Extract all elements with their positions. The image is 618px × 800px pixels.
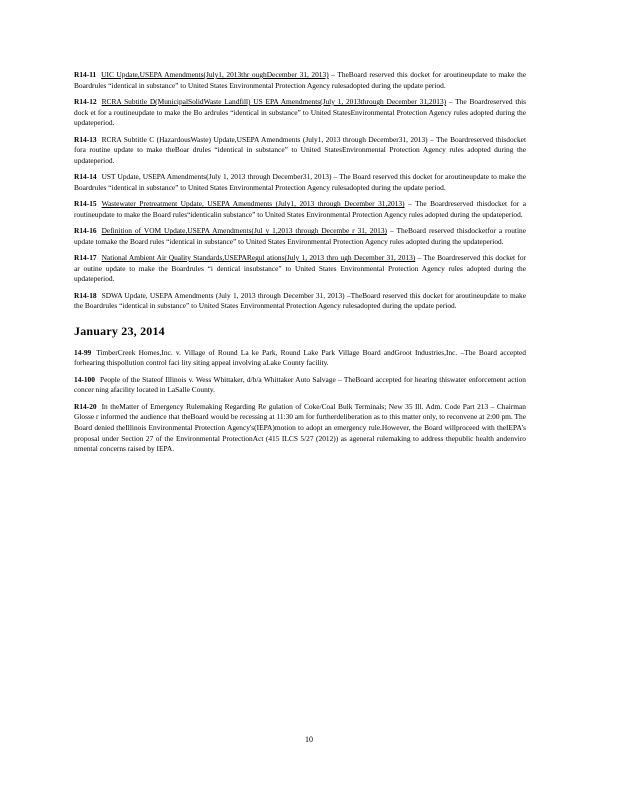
docket-entry	[74, 172, 526, 193]
docket-entry	[74, 97, 526, 129]
docket-text: RCRA Subtitle C (HazardousWaste) Update,USEPA Amendments (July1, 2013 through December31, 2013) – The Boardreserved thisdocket fora routine update to make theBoar drules “identical in substance” to United StatesEnvironmental Protection Agency rules adopted during the updateperiod.	[74, 134, 526, 165]
docket-entry	[74, 135, 526, 167]
docket-entry	[74, 348, 526, 369]
docket-text: UST Update, USEPA Amendments(July 1, 2013 through December31, 2013) – The Board reserved this docket for aroutineupdate to make the Boardrules “identical in substance” to United States Environmental Protection Agency rulesadopted during the update period.	[74, 172, 526, 192]
docket-number: R14-18	[74, 290, 97, 300]
docket-text: TimberCreek Homes,Inc. v. Village of Round La ke Park, Round Lake Park Village Board andGroot Industries,Inc. –The Board accepted forhearing thispollution control faci lity siting appeal involving aLake County facility.	[74, 347, 526, 368]
docket-number: 14-100	[74, 374, 95, 384]
docket-title: Wastewater Pretreatment Update, USEPA Amendments (July1, 2013 through December 31,2013)	[101, 199, 405, 209]
docket-entry	[74, 199, 526, 220]
docket-number: R14-17	[74, 253, 97, 263]
docket-text: – TheBoard reserved this docket for aroutineupdate to make the Boardrules “identical in substance” to United States Environmental Protection Agency rulesadopted during the update period.	[74, 70, 526, 90]
cases-section	[74, 348, 526, 455]
entries-container	[74, 70, 526, 461]
docket-title: Definition of VOM Update,USEPA Amendments(Jul y 1,2013 through Decembe r 31, 2013)	[101, 226, 388, 236]
docket-text: SDWA Update, USEPA Amendments (July 1, 2013 through December 31, 2013) –TheBoard reserved this docket for aroutineupdate to make the Boardrules “identical in substance” to United States Environmental Protection Agency rulesadopted during the update period.	[74, 290, 526, 311]
docket-text: – The Boardreserved thisdocket for a routineupdate to make the Board rules“identicalin substance” to United States Environmental Protection Agency rules adopted during the updateperiod.	[74, 199, 526, 219]
docket-number: R14-11	[74, 70, 97, 79]
docket-text: – TheBoard reserved thisdocketfor a routine update tomake the Board rules “identical in substance” to United States Environmental Protection Agency rules adopted during the updateperiod.	[74, 226, 526, 246]
docket-text: – The Boardreserved this docket for ar outine update to make the Boardrules “i dentical insubstance” to United States Environmental Protection Agency rules adopted during the updateperiod.	[74, 253, 526, 284]
docket-number: R14-12	[74, 96, 97, 106]
date-heading: January 23, 2014	[74, 323, 165, 338]
docket-title: UIC Update,USEPA Amendments(July1, 2013thr oughDecember 31, 2013)	[101, 70, 329, 79]
docket-entry	[74, 402, 526, 455]
docket-entry	[74, 375, 526, 396]
docket-number: R14-15	[74, 199, 97, 209]
docket-entry	[74, 253, 526, 285]
docket-number: R14-13	[74, 134, 97, 144]
rulemaking-section	[74, 70, 526, 312]
docket-entry	[74, 291, 526, 312]
docket-text: People of the Stateof Illinois v. Wess Whittaker, d/b/a Whittaker Auto Salvage – TheBoard accepted for hearing thiswater enforcement action concer ning afacility located in LaSalle County.	[74, 374, 526, 395]
docket-entry	[74, 70, 526, 91]
docket-number: R14-16	[74, 226, 97, 236]
docket-number: R14-14	[74, 172, 97, 182]
page-number: 10	[305, 735, 313, 744]
docket-entry	[74, 226, 526, 247]
docket-number: R14-20	[74, 401, 97, 411]
docket-title: RCRA Subtitle D(MunicipalSolidWaste Landfill) US EPA Amendments(July 1, 2013through December 31,2013)	[101, 96, 447, 106]
docket-title: National Ambient Air Quality Standards,USEPARegul ations(July 1, 2013 thro ugh December 31, 2013)	[101, 253, 416, 263]
docket-number: 14-99	[74, 347, 92, 357]
docket-text: In theMatter of Emergency Rulemaking Regarding Re gulation of Coke/Coal Bulk Terminals; New 35 Ill. Adm. Code Part 213 – Chairman Glosse r informed the audience that theBoard would be recessing at 11:30 am for furtherdeliberation as to this matter only, to reconvene at 2:00 pm. The Board denied theIllinois Environmental Protection Agency's(IEPA)motion to adopt an emergency rule.However, the Board willproceed with theIEPA's proposal under Section 27 of the Environmental ProtectionAct (415 ILCS 5/27 (2012)) as ageneral rulemaking to address thepublic health andenviro nmental concerns raised by IEPA.	[74, 401, 526, 454]
docket-text: – The Boardreserved this dock et for a routineupdate to make the Bo ardrules “identical in substance” to United StatesEnvironmental Protection Agency rules adopted during the updateperiod.	[74, 96, 526, 128]
